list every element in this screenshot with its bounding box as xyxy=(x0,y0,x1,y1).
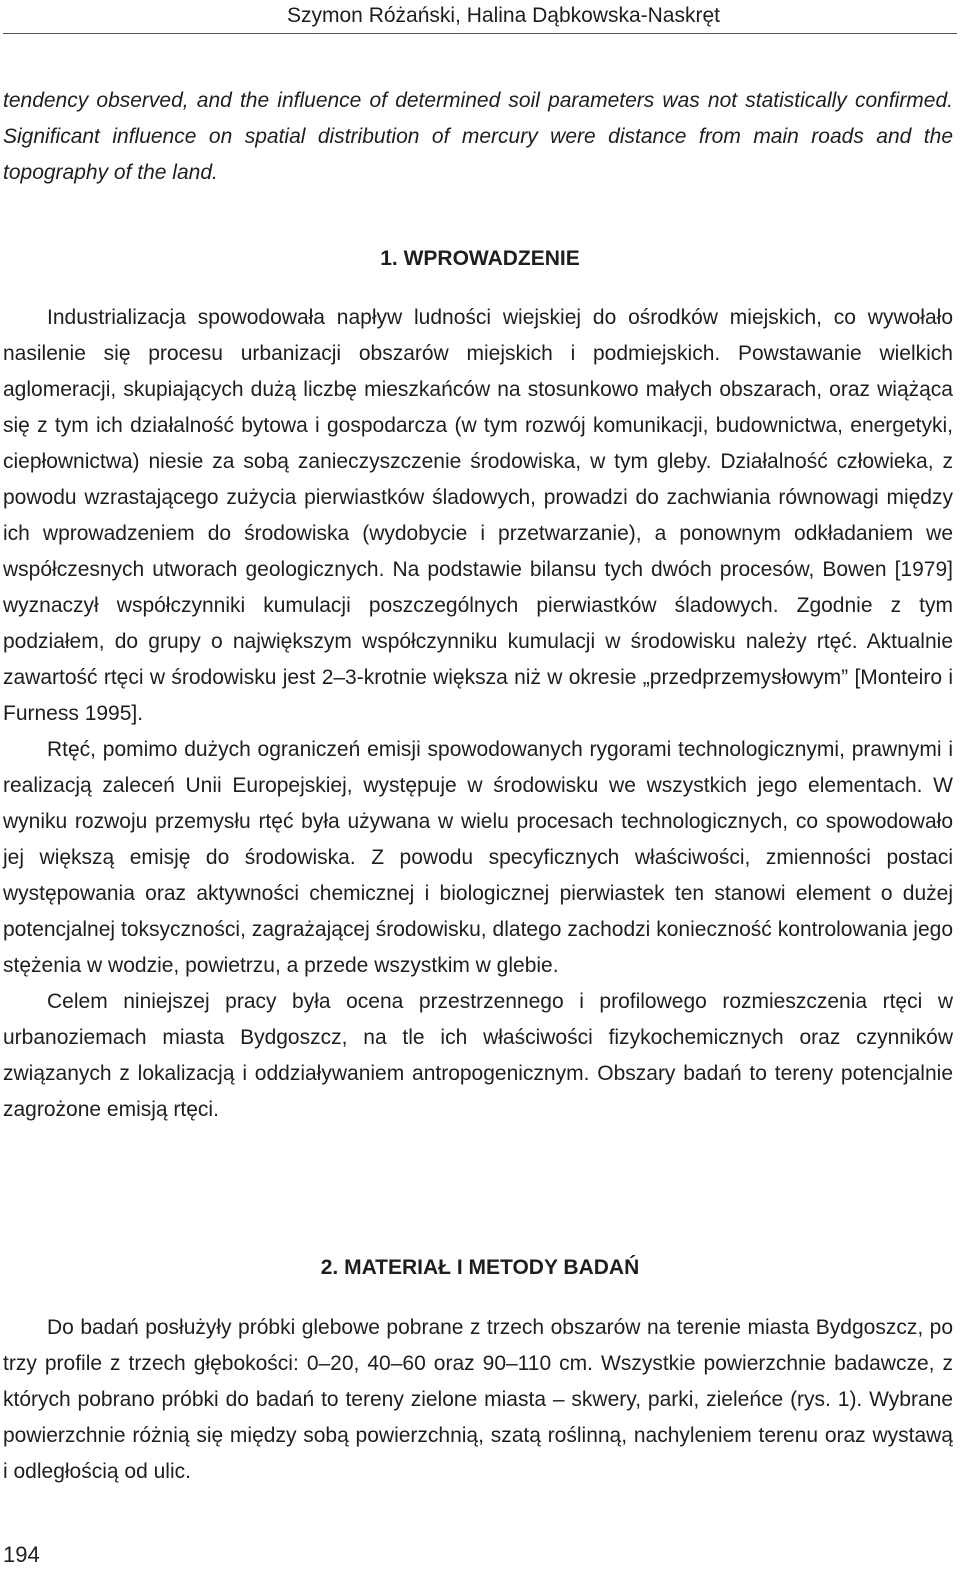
section-body-materials-methods xyxy=(3,1310,953,1490)
section-body-introduction xyxy=(3,300,953,1128)
section-heading-introduction: 1. WPROWADZENIE xyxy=(380,247,580,270)
running-header xyxy=(0,0,960,36)
paragraph: Rtęć, pomimo dużych ograniczeń emisji spowodowanych rygorami technologicznymi, prawnymi i realizacją zaleceń Unii Europejskiej, występuje w środowisku we wszystkich jego elementach. W wyniku rozwoju przemysłu rtęć była używana w wielu procesach technologicznych, co spowodowało jej większą emisję do środowiska. Z powodu specyficznych właściwości, zmienności postaci występowania oraz aktywności chemicznej i biologicznej pierwiastek ten stanowi element o dużej potencjalnej toksyczności, zagrażającej środowisku, dlatego zachodzi konieczność kontrolowania jego stężenia w wodzie, powietrzu, a przede wszystkim w glebie. xyxy=(3,738,953,977)
header-authors: Szymon Różański, Halina Dąbkowska-Naskręt xyxy=(287,4,720,27)
section-heading-materials-methods: 2. MATERIAŁ I METODY BADAŃ xyxy=(320,1256,640,1279)
header-divider xyxy=(3,33,957,34)
paragraph: Do badań posłużyły próbki glebowe pobrane z trzech obszarów na terenie miasta Bydgoszcz, po trzy profile z trzech głębokości: 0–20, 40–60 oraz 90–110 cm. Wszystkie powierzchnie badawcze, z których pobrano próbki do badań to tereny zielone miasta – skwery, parki, zieleńce (rys. 1). Wybrane powierzchnie różnią się między sobą powierzchnią, szatą roślinną, nachyleniem terenu oraz wystawą i odległością od ulic. xyxy=(3,1316,953,1483)
paragraph: Industrializacja spowodowała napływ ludności wiejskiej do ośrodków miejskich, co wywołało nasilenie się procesu urbanizacji obszarów miejskich i podmiejskich. Powstawanie wielkich aglomeracji, skupiających dużą liczbę mieszkańców na stosunkowo małych obszarach, oraz wiążąca się z tym ich działalność bytowa i gospodarcza (w tym rozwój komunikacji, budownictwa, energetyki, ciepłownictwa) niesie za sobą zanieczyszczenie środowiska, w tym gleby. Działalność człowieka, z powodu wzrastającego zużycia pierwiastków śladowych, prowadzi do zachwiania równowagi między ich wprowadzeniem do środowiska (wydobycie i przetwarzanie), a ponownym odkładaniem we współczesnych utworach geologicznych. Na podstawie bilansu tych dwóch procesów, Bowen [1979] wyznaczył współczynniki kumulacji poszczególnych pierwiastków śladowych. Zgodnie z tym podziałem, do grupy o największym współczynniku kumulacji w środowisku należy rtęć. Aktualnie zawartość rtęci w środowisku jest 2–3-krotnie większa niż w okresie „przedprzemysłowym” [Monteiro i Furness 1995]. xyxy=(3,306,953,725)
abstract-continuation: tendency observed, and the influence of determined soil parameters was not statistically confirmed. Significant influence on spatial distribution of mercury were distance from main roads and the topography of the land. xyxy=(3,89,953,184)
page-number: 194 xyxy=(3,1542,40,1567)
paragraph: Celem niniejszej pracy była ocena przestrzennego i profilowego rozmieszczenia rtęci w urbanoziemach miasta Bydgoszcz, na tle ich właściwości fizykochemicznych oraz czynników związanych z lokalizacją i oddziaływaniem antropogenicznym. Obszary badań to tereny potencjalnie zagrożone emisją rtęci. xyxy=(3,990,953,1121)
